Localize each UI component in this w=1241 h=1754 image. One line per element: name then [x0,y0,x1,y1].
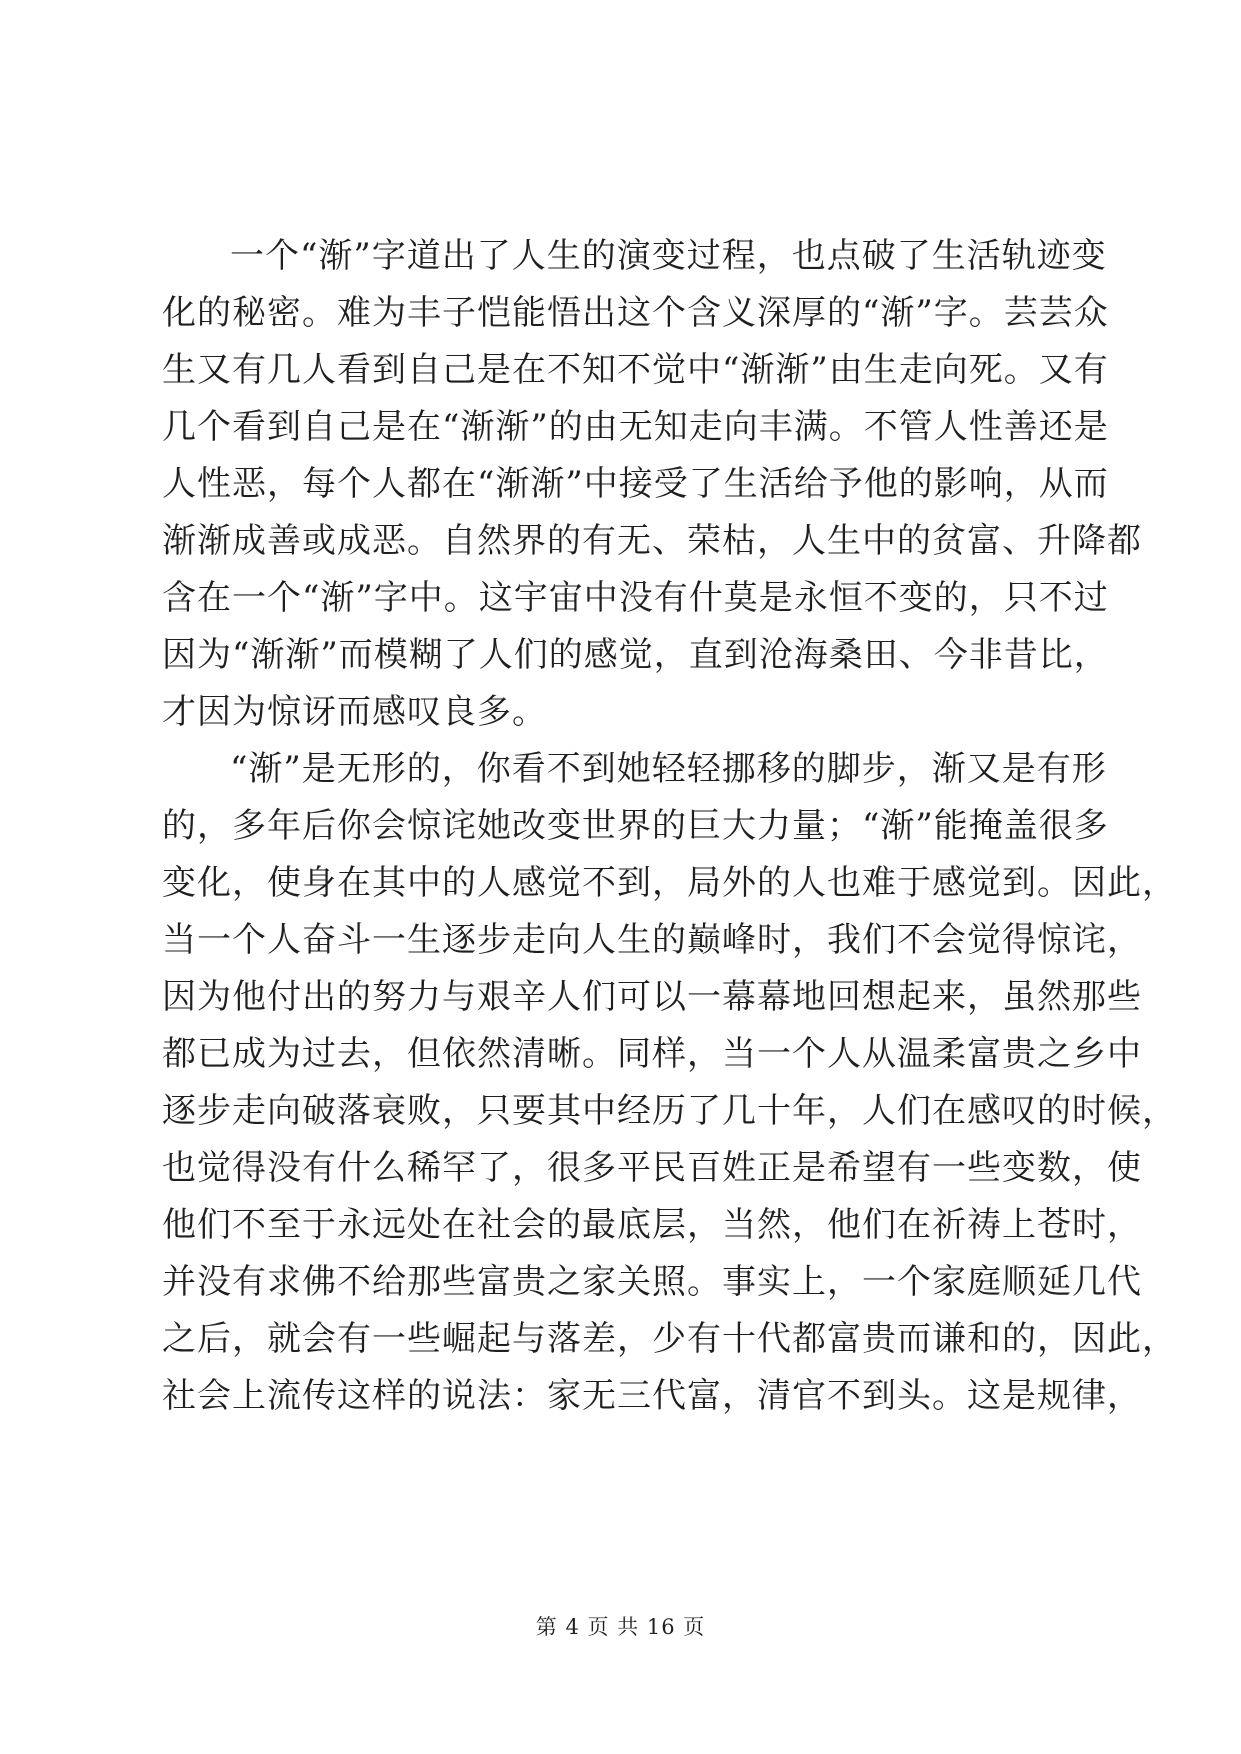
paragraph-line: 因为“渐渐”而模糊了人们的感觉，直到沧海桑田、今非昔比， [162,635,1109,675]
paragraph-1 [162,228,1142,741]
paragraph-line: 人性恶，每个人都在“渐渐”中接受了生活给予他的影响，从而 [162,464,1109,504]
paragraph-line: 几个看到自己是在“渐渐”的由无知走向丰满。不管人性善还是 [162,407,1109,447]
paragraph-line: 社会上流传这样的说法：家无三代富，清官不到头。这是规律， [162,1376,1142,1416]
paragraph-line: 都已成为过去，但依然清晰。同样，当一个人从温柔富贵之乡中 [162,1034,1142,1074]
paragraph-line: 一个“渐”字道出了人生的演变过程，也点破了生活轨迹变 [230,236,1107,276]
paragraph-line: 含在一个“渐”字中。这宇宙中没有什莫是永恒不变的，只不过 [162,578,1109,618]
paragraph-line: 生又有几人看到自己是在不知不觉中“渐渐”由生走向死。又有 [162,350,1109,390]
paragraph-line: 变化，使身在其中的人感觉不到，局外的人也难于感觉到。因此， [162,863,1177,903]
page-number-footer: 第 4 页 共 16 页 [535,1615,706,1639]
paragraph-line: 化的秘密。难为丰子恺能悟出这个含义深厚的“渐”字。芸芸众 [162,293,1109,333]
paragraph-2 [162,741,1177,1425]
paragraph-line: “渐”是无形的，你看不到她轻轻挪移的脚步，渐又是有形 [230,749,1107,789]
paragraph-line: 并没有求佛不给那些富贵之家关照。事实上，一个家庭顺延几代 [162,1262,1142,1302]
paragraph-line: 的，多年后你会惊诧她改变世界的巨大力量；“渐”能掩盖很多 [162,806,1109,846]
paragraph-line: 他们不至于永远处在社会的最底层，当然，他们在祈祷上苍时， [162,1205,1142,1245]
paragraph-line: 才因为惊讶而感叹良多。 [162,692,547,732]
paragraph-line: 逐步走向破落衰败，只要其中经历了几十年，人们在感叹的时候， [162,1091,1177,1131]
body-text [162,228,1177,1425]
paragraph-line: 因为他付出的努力与艰辛人们可以一幕幕地回想起来，虽然那些 [162,977,1142,1017]
paragraph-line: 也觉得没有什么稀罕了，很多平民百姓正是希望有一些变数，使 [162,1148,1142,1188]
paragraph-line: 渐渐成善或成恶。自然界的有无、荣枯，人生中的贫富、升降都 [162,521,1142,561]
paragraph-line: 当一个人奋斗一生逐步走向人生的巅峰时，我们不会觉得惊诧， [162,920,1142,960]
paragraph-line: 之后，就会有一些崛起与落差，少有十代都富贵而谦和的，因此， [162,1319,1177,1359]
